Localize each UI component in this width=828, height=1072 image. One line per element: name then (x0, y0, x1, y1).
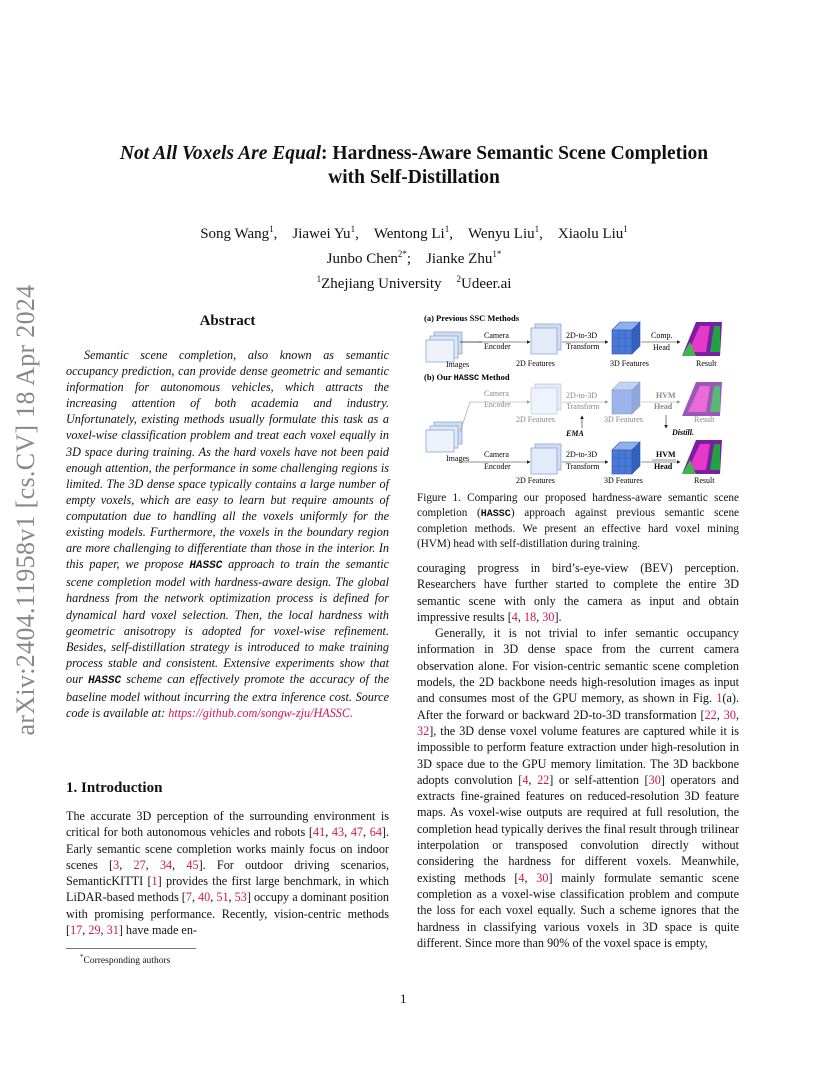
citation-link[interactable]: 1 (151, 874, 158, 889)
title-italic-part: Not All Voxels Are Equal (119, 143, 322, 164)
text-run: , (100, 923, 107, 938)
text-run: , (228, 890, 235, 905)
author-name: Xiaolu Liu (557, 226, 624, 242)
author-affiliation-mark: 2* (397, 249, 407, 259)
author-affiliation-mark: 1 (623, 224, 628, 234)
abstract-part-1: Semantic scene completion, also known as semantic occupancy prediction, can provide dense geometric and semantic information for autonomous vehicles, which attracts the increasing attention of both academia and industry. Unfortunately, existing methods usually formulate this task as a voxel-wise classification problem and treat each voxel equally in 3D space during training. As the hard voxels have not been paid enough attention, the performance in some challenging regions is limited. The 3D dense space typically contains a large number of empty voxels, which are easy to learn but require amounts of computation due to handling all the voxels uniformly for the existing models. Furthermore, the voxels in the boundary region are more challenging to differentiate than those in the interior. In this paper, we propose (66, 348, 389, 572)
text-run: ] occupy a dominant position with promising performance. Recently, vision-centric methods [ (66, 890, 390, 938)
citation-link[interactable]: 31 (106, 923, 119, 938)
features-2d-label: 2D Features (516, 476, 555, 485)
text-run: ], the 3D dense voxel volume features are captured while it is impossible to perform feature extraction under high-resolution in 3D space due to the GPU memory limitation. The 3D backbone adopts convolution [ (417, 723, 739, 787)
author-affiliation-mark: 1* (492, 249, 502, 259)
paragraph (417, 560, 739, 625)
hvm-head-label-gray: Head (654, 402, 673, 411)
citation-link[interactable]: 30 (536, 870, 549, 885)
abstract-heading: Abstract (199, 313, 256, 329)
citation-link[interactable]: 30 (542, 609, 555, 624)
method-name: HASSC (480, 509, 511, 520)
hvm-label-gray: HVM (656, 391, 676, 400)
affiliation-name: Udeer.ai (461, 276, 512, 292)
citation-link[interactable]: 7 (185, 890, 192, 905)
result-label: Result (694, 476, 715, 485)
citation-link[interactable]: 51 (216, 890, 229, 905)
features-2d-label: 2D Features (516, 359, 555, 368)
text-run: , (524, 870, 537, 885)
text-run: , (363, 825, 370, 840)
footnote-divider (66, 948, 196, 949)
author-affiliation-mark: 1 (350, 224, 356, 234)
footnote (80, 953, 170, 966)
images-stack-icon (426, 422, 462, 452)
camera-encoder-label-2: Encoder (484, 342, 511, 351)
author-name: Wenyu Liu (467, 226, 535, 242)
text-run: , (145, 857, 160, 872)
panel-a-label: (a) Previous SSC Methods (424, 313, 519, 323)
images-label: Images (446, 360, 470, 369)
citation-link[interactable]: 3 (113, 857, 120, 872)
hvm-head-label: Head (654, 462, 673, 471)
text-run: , (536, 609, 543, 624)
citation-link[interactable]: 29 (88, 923, 101, 938)
citation-link[interactable]: 17 (70, 923, 83, 938)
result-image-icon (682, 322, 722, 356)
text-run: , (210, 890, 217, 905)
author-affiliation-mark: 1 (534, 224, 540, 234)
voxel-cube-icon (612, 382, 640, 414)
abstract-part-3: scheme can effectively promote the accuracy of the baseline model without incurring the extra inference cost. Source code is available at: (66, 671, 389, 721)
citation-link[interactable]: 34 (159, 857, 173, 872)
citation-link[interactable]: 22 (704, 707, 717, 722)
features-3d-label-gray: 3D Features (604, 415, 643, 424)
result-label-gray: Result (694, 415, 715, 424)
affiliation-name: Zhejiang University (321, 276, 442, 292)
author-affiliation-mark: 1 (444, 224, 450, 234)
text-run: , (344, 825, 351, 840)
text-run: ] or self-attention [ (549, 772, 649, 787)
source-code-link[interactable]: https://github.com/songw-zju/HASSC. (168, 706, 354, 721)
citation-link[interactable]: 47 (350, 825, 363, 840)
citation-link[interactable]: 43 (331, 825, 345, 840)
figure-1-diagram (420, 312, 740, 488)
result-image-icon (682, 382, 722, 416)
transform-label-1: 2D-to-3D (566, 331, 598, 340)
voxel-cube-icon (612, 442, 640, 474)
features-3d-label: 3D Features (610, 359, 649, 368)
right-column-text (417, 560, 739, 951)
text-run: ] have made en- (118, 923, 197, 938)
citation-link[interactable]: 53 (234, 890, 247, 905)
text-run: , (735, 707, 739, 722)
citation-link[interactable]: 30 (648, 772, 661, 787)
arxiv-identifier (4, 284, 48, 736)
affiliation-mark: 2 (456, 274, 461, 284)
footnote-mark: * (80, 953, 84, 961)
author-line-1: Song Wang$^1$, Jiawei Yu$^1$, Wentong Li$^1$, Wenyu Liu$^1$, Xiaolu Liu$^1$ (200, 224, 628, 242)
citation-link[interactable]: 45 (186, 857, 199, 872)
author-line-2: Junbo Chen$^{2*}$; Jianke Zhu$^{1*}$ (326, 249, 502, 267)
text-run: , (528, 772, 538, 787)
author-name: Wentong Li (373, 226, 445, 242)
features-2d-stack-icon (531, 444, 561, 474)
affiliation-mark: 1 (316, 274, 322, 284)
citation-link[interactable]: 40 (198, 890, 211, 905)
text-run: ] mainly formulate semantic scene completion as a voxel-wise classification problem and compute the loss for each voxel equally. Such a scheme ignores that the hardness in classifying various voxels in 3D space is quite different. Since more than 90% of the voxel space is empty, (417, 870, 740, 950)
figure-1-caption (417, 491, 739, 552)
text-run: , (191, 890, 199, 905)
introduction-paragraph (66, 808, 389, 938)
hvm-label: HVM (656, 450, 676, 459)
caption-post: ) approach against previous semantic scene completion methods. We present an effective hard voxel mining (HVM) head with self-distillation during training. (417, 507, 740, 550)
citation-link[interactable]: 41 (313, 825, 326, 840)
citation-link[interactable]: 32 (417, 723, 430, 738)
method-name: HASSC (189, 560, 223, 573)
images-stack-icon (426, 332, 462, 362)
text-run: ]. (554, 609, 562, 624)
arxiv-id-text: arXiv:2404.11958v1 [cs.CV] 18 Apr 2024 (11, 284, 40, 736)
text-run: , (716, 707, 724, 722)
text-run: ] provides the first large benchmark, in which LiDAR-based methods [ (66, 874, 389, 905)
text-run: ]. Early semantic scene completion works mainly focus on indoor scenes [ (66, 825, 390, 872)
features-2d-stack-icon (531, 324, 561, 354)
text-run: Generally, it is not trivial to infer semantic occupancy information in 3D dense space from the current camera observation alone. For vision-centric semantic scene completion models, the 2D backbone needs high-resolution images as input and consumes most of the GPU memory, as shown in Fig. (417, 626, 739, 706)
text-run: , (119, 857, 134, 872)
author-name: Jianke Zhu (426, 251, 493, 267)
abstract-text (66, 347, 389, 721)
caption-pre: Figure 1. Comparing our proposed hardness-aware semantic scene completion ( (417, 492, 739, 519)
text-run: couraging progress in bird’s-eye-view (BEV) perception. Researchers have further started to complete the entire 3D semantic scene with only the camera as input and obtain impressive results [ (417, 561, 739, 624)
camera-encoder-label: Camera (484, 450, 509, 459)
citation-link[interactable]: 27 (133, 857, 146, 872)
author-name: Junbo Chen (326, 251, 398, 267)
transform-label-gray-2: Transform (566, 402, 600, 411)
citation-link[interactable]: 4 (522, 772, 529, 787)
abstract-part-2: approach to train the semantic scene completion model with hardness-aware design. The global hardness from the network optimization process is defined for dynamical hard voxel selection. Then, the local hardness with geometric anisotropy is adopted for voxel-wise refinement. Besides, self-distillation strategy is introduced to make training process stable and consistent. Extensive experiments show that our (66, 557, 390, 686)
citation-link[interactable]: 4 (518, 870, 525, 885)
paragraph (417, 625, 739, 951)
section-heading-introduction: 1. Introduction (66, 780, 163, 796)
camera-encoder-label-gray: Camera (484, 389, 509, 398)
citation-link[interactable]: 30 (723, 707, 736, 722)
text-run: , (82, 923, 89, 938)
text-run: , (172, 857, 187, 872)
citation-link[interactable]: 1 (716, 691, 723, 706)
text-run: ] operators and extracts fine-grained features on reduced-resolution 3D feature maps. As voxel-wise outputs are required at full resolution, the completion head typically derives the final result through trilinear interpolation or transposed convolution directly without considering the hardness for different voxels. Meanwhile, existing methods [ (417, 772, 740, 885)
text-run: The accurate 3D perception of the surrounding environment is critical for both autonomous vehicles and robots [ (66, 809, 389, 840)
panel-b-label: (b) Our HASSC Method (424, 372, 510, 383)
author-name: Song Wang (200, 226, 270, 242)
comp-head-label-1: Comp. (651, 331, 673, 340)
text-run: , (517, 609, 524, 624)
footnote-text: Corresponding authors (83, 956, 171, 967)
citation-link[interactable]: 4 (511, 609, 518, 624)
citation-link[interactable]: 22 (537, 772, 550, 787)
transform-label-1: 2D-to-3D (566, 450, 598, 459)
features-2d-label-gray: 2D Features (516, 415, 555, 424)
transform-label-gray-1: 2D-to-3D (566, 391, 598, 400)
transform-label-2: Transform (566, 462, 600, 471)
text-run: ]. For outdoor driving scenarios, SemanticKITTI [ (66, 857, 390, 889)
distill-label: Distill. (672, 428, 695, 437)
voxel-cube-icon (612, 322, 640, 354)
text-run: , (325, 825, 332, 840)
images-label: Images (446, 454, 470, 463)
result-label: Result (696, 359, 717, 368)
camera-encoder-label-2: Encoder (484, 462, 511, 471)
text-run: (a). After the forward or backward 2D-to-3D transformation [ (417, 691, 739, 722)
result-image-icon (682, 440, 722, 474)
paper-title (60, 142, 768, 190)
page-number: 1 (400, 991, 407, 1006)
features-2d-stack-icon (531, 384, 561, 414)
camera-encoder-label: Camera (484, 331, 509, 340)
author-affiliation-mark: 1 (269, 224, 274, 234)
ema-label: EMA (566, 429, 584, 438)
affiliation-line (60, 269, 768, 294)
method-name: HASSC (88, 674, 122, 687)
citation-link[interactable]: 18 (523, 609, 537, 624)
comp-head-label-2: Head (653, 343, 670, 352)
title-rest: : Hardness-Aware Semantic Scene Completion (321, 143, 709, 164)
author-name: Jiawei Yu (292, 226, 351, 242)
citation-link[interactable]: 64 (369, 825, 382, 840)
camera-encoder-label-gray-2: Encoder (484, 400, 511, 409)
title-line-2: with Self-Distillation (328, 167, 500, 188)
features-3d-label: 3D Features (604, 476, 643, 485)
transform-label-2: Transform (566, 342, 600, 351)
author-block (60, 219, 768, 294)
